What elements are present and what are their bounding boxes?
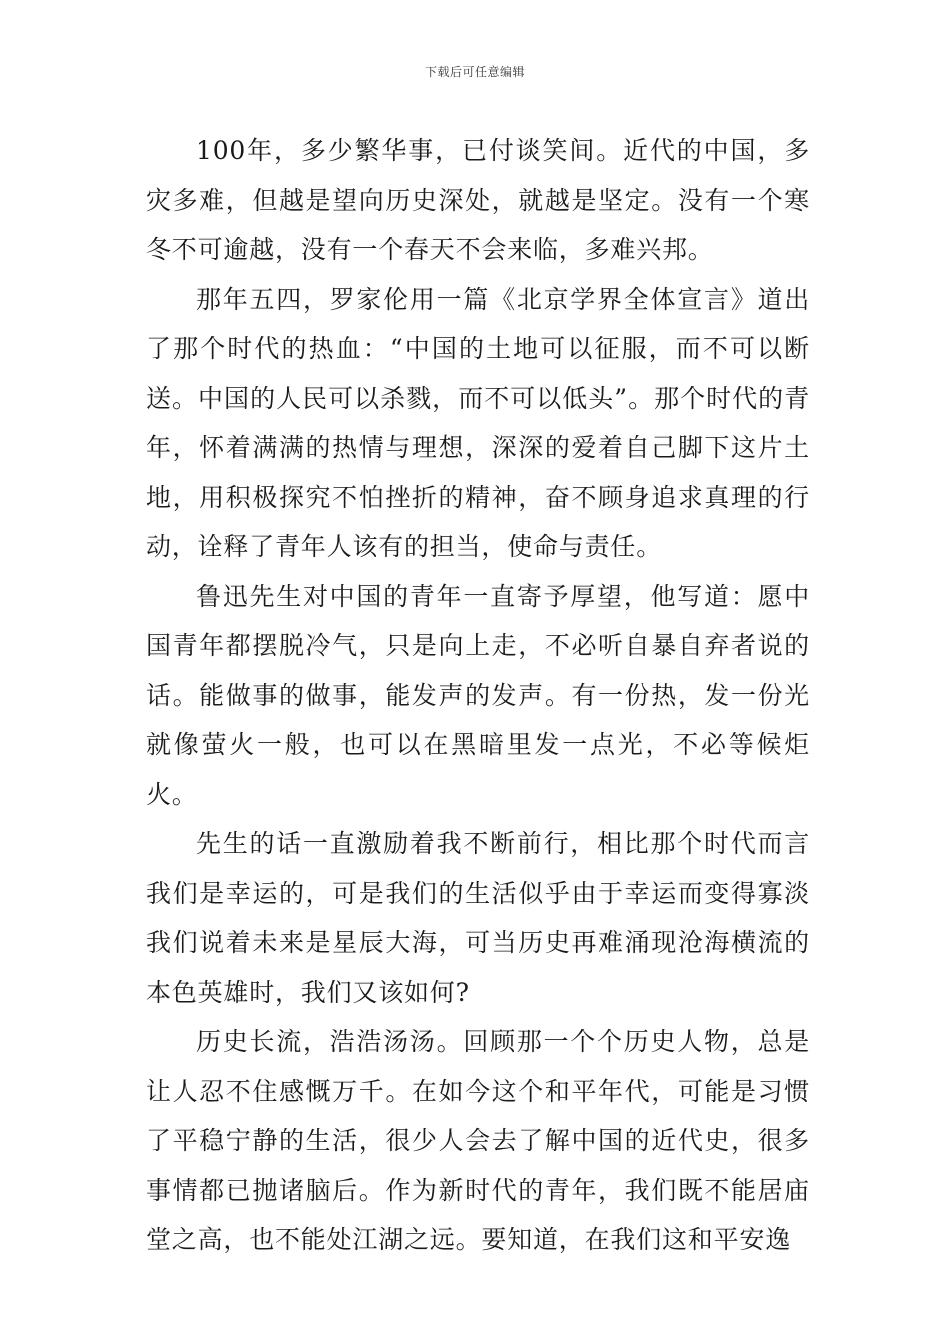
paragraph-2: 那年五四，罗家伦用一篇《北京学界全体宣言》道出了那个时代的热血：“中国的土地可以征服，而不可以断送。中国的人民可以杀戮，而不可以低头”。那个时代的青年，怀着满满的热情与理想，深深的爱着自己脚下这片土地，用积极探究不怕挫折的精神，奋不顾身追求真理的行动，诠释了青年人该有的担当，使命与责任。 <box>146 284 810 561</box>
paragraph-5: 历史长流，浩浩汤汤。回顾那一个个历史人物，总是让人忍不住感慨万千。在如今这个和平年代，可能是习惯了平稳宁静的生活，很少人会去了解中国的近代史，很多事情都已抛诸脑后。作为新时代的青年，我们既不能居庙堂之高，也不能处江湖之远。要知道，在我们这和平安逸 <box>146 1027 810 1254</box>
document-body <box>146 126 810 1265</box>
paragraph-3: 鲁迅先生对中国的青年一直寄予厚望，他写道：愿中国青年都摆脱冷气，只是向上走，不必听自暴自弃者说的话。能做事的做事，能发声的发声。有一份热，发一份光就像萤火一般，也可以在黑暗里发一点光，不必等候炬火。 <box>146 581 810 809</box>
paragraph-1: 100年，多少繁华事，已付谈笑间。近代的中国，多灾多难，但越是望向历史深处，就越是坚定。没有一个寒冬不可逾越，没有一个春天不会来临，多难兴邦。 <box>146 136 810 264</box>
page-header: 下载后可任意编辑 <box>424 65 525 79</box>
paragraph-4: 先生的话一直激励着我不断前行，相比那个时代而言我们是幸运的，可是我们的生活似乎由于幸运而变得寡淡我们说着未来是星辰大海，可当历史再难涌现沧海横流的本色英雄时，我们又该如何? <box>146 829 810 1007</box>
